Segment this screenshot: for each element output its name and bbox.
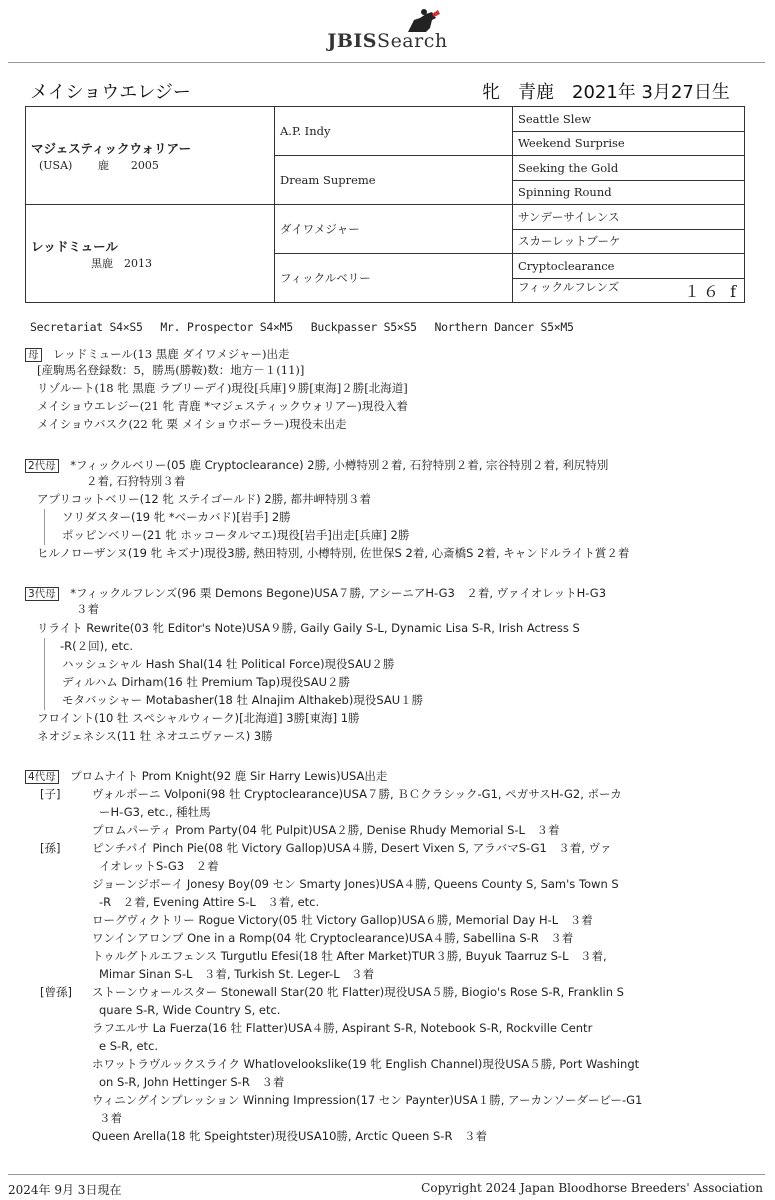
g2-header (25, 457, 608, 473)
tree-line (44, 509, 45, 545)
g2-line-1: ２着, 石狩特別３着 (86, 474, 186, 488)
dam-dam[interactable]: フィックルベリー (275, 254, 513, 303)
sire-name[interactable]: マジェスティックウォリアー (31, 140, 192, 156)
g4-line-13: Mimar Sinan S-L ３着, Turkish St. Leger-L ３着 (99, 967, 375, 981)
g4-line-18: e S-R, etc. (99, 1039, 159, 1053)
g4-line-3: ーH-G3, etc., 種牡馬 (99, 805, 211, 819)
dam-details: 黒鹿 2013 (91, 256, 152, 270)
dam-name[interactable]: レッドミュール (31, 238, 118, 254)
g4-line-20: on S-R, John Hettinger S-R ３着 (99, 1075, 285, 1089)
sire-details: (USA) 鹿 2005 (39, 158, 159, 172)
g3-line-8: ネオジェネシス(11 牡 ネオユニヴァース) 3勝 (37, 729, 273, 743)
dam-sire[interactable]: ダイワメジャー (275, 205, 513, 254)
g4-line-21: ウィニングインプレッション Winning Impression(17 セン Paynter)USA１勝, アーカンソーダービー-G1 (92, 1093, 643, 1107)
g4-line-12: トゥルグトルエフェンス Turgutlu Efesi(18 牡 After Market)TUR３勝, Buyuk Taarruz S-L ３着, (92, 949, 607, 963)
g3-tag: 3代母 (25, 587, 59, 601)
footer-divider (8, 1174, 765, 1175)
g4-line-10: ローグヴィクトリー Rogue Victory(05 牡 Victory Gallop)USA６勝, Memorial Day H-L ３着 (92, 913, 593, 927)
g3-line-2: リライト Rewrite(03 牝 Editor's Note)USA９勝, Gaily Gaily S-L, Dynamic Lisa S-R, Irish Actress S (37, 621, 580, 635)
g3-header (25, 585, 606, 601)
dam-tag: 母 (25, 348, 42, 362)
logo-jbis: JBIS (327, 30, 378, 52)
g2-line-3: ソリダスター(19 牝 *ベーカバド)[岩手] 2勝 (62, 510, 291, 524)
g3-line-7: フロイント(10 牡 スペシャルウィーク)[北海道] 3勝[東海] 1勝 (37, 711, 360, 725)
g3-5[interactable]: スカーレットブーケ (513, 229, 745, 254)
inbreeding-line: Secretariat S4×S5 Mr. Prospector S4×M5 Buckpasser S5×S5 Northern Dancer S5×M5 (30, 320, 574, 334)
g2-line-2: アプリコットベリー(12 牝 ステイゴールド) 2勝, 都井岬特別３着 (37, 492, 372, 506)
sire-dam[interactable]: Dream Supreme (275, 156, 513, 205)
label-great-grandchild: [曾孫] (40, 985, 72, 999)
g3-line-3: -R(２回), etc. (60, 639, 133, 653)
dam-line-4: メイショウバスク(22 牝 栗 メイショウボーラー)現役未出走 (37, 417, 347, 431)
sire-sire[interactable]: A.P. Indy (275, 107, 513, 156)
g4-line-16: quare S-R, Wide Country S, etc. (99, 1003, 281, 1017)
dam-line-1: [産駒馬名登録数：5，勝馬(勝鞍)数：地方－１(11)] (37, 363, 305, 377)
g4-line-4: プロムパーティ Prom Party(04 牝 Pulpit)USA２勝, Denise Rhudy Memorial S-L ３着 (92, 823, 560, 837)
horse-info: 牝 青鹿 2021年 3月27日生 (482, 82, 730, 103)
g3-6[interactable]: Cryptoclearance (513, 254, 745, 279)
g3-1[interactable]: Weekend Surprise (513, 131, 745, 156)
g2-line-4: ポッピンベリー(21 牝 ホッコータルマエ)現役[岩手]出走[兵庫] 2勝 (62, 528, 410, 542)
g3-line-6: モタバッシャー Motabasher(18 牡 Alnajim Althakeb)現役SAU１勝 (62, 693, 424, 707)
g4-line-0: プロムナイト Prom Knight(92 鹿 Sir Harry Lewis)USA出走 (70, 769, 388, 783)
g4-line-2: ヴォルポーニ Volponi(98 牡 Cryptoclearance)USA７勝, ＢＣクラシック-G1, ペガサスH-G2, ポーカ (92, 787, 622, 801)
g3-line-5: ディルハム Dirham(16 牡 Premium Tap)現役SAU２勝 (62, 675, 351, 689)
g4-line-23: Queen Arella(18 牝 Speightster)現役USA10勝, Arctic Queen S-R ３着 (92, 1129, 487, 1143)
horse-name: メイショウエレジー (30, 82, 191, 103)
footer-date: 2024年 9月 3日現在 (8, 1183, 122, 1197)
sire-cell (26, 107, 275, 205)
g2-line-0: *フィックルベリー(05 鹿 Cryptoclearance) 2勝, 小樽特別２着, 石狩特別２着, 宗谷特別２着, 利尻特別 (70, 458, 609, 472)
family-number: １６ f (683, 281, 739, 301)
dam-line-2: リゾルート(18 牝 黒鹿 ラブリーデイ)現役[兵庫]９勝[東海]２勝[北海道] (37, 381, 408, 395)
g4-line-7: イオレットS-G3 ２着 (99, 859, 219, 873)
g4-line-19: ホワットラヴルックスライク Whatlovelookslike(19 牝 English Channel)現役USA５勝, Port Washingt (92, 1057, 640, 1071)
tree-line (44, 638, 45, 710)
g4-line-17: ラフエルサ La Fuerza(16 牡 Flatter)USA４勝, Aspirant S-R, Notebook S-R, Rockville Centr (92, 1021, 593, 1035)
g4-header (25, 768, 387, 784)
g3-4[interactable]: サンデーサイレンス (513, 205, 745, 230)
dam-cell (26, 205, 275, 303)
g4-line-6: ピンチパイ Pinch Pie(08 牝 Victory Gallop)USA４勝, Desert Vixen S, アラバマS-G1 ３着, ヴァ (92, 841, 612, 855)
dam-header (25, 346, 290, 362)
site-logo[interactable] (0, 8, 775, 52)
g4-line-9: -R ２着, Evening Attire S-L ３着, etc. (99, 895, 320, 909)
g4-line-8: ジョーンジボーイ Jonesy Boy(09 セン Smarty Jones)USA４勝, Queens County S, Sam's Town S (92, 877, 619, 891)
g3-line-0: *フィックルフレンズ(96 栗 Demons Begone)USA７勝, アシーニアH-G3 ２着, ヴァイオレットH-G3 (70, 586, 607, 600)
g4-line-15: ストーンウォールスター Stonewall Star(20 牝 Flatter)現役USA５勝, Biogio's Rose S-R, Franklin S (92, 985, 624, 999)
footer-copyright: Copyright 2024 Japan Bloodhorse Breeders' Association (421, 1181, 763, 1195)
g3-0[interactable]: Seattle Slew (513, 107, 745, 132)
g4-line-11: ワンインアロンプ One in a Romp(04 牝 Cryptoclearance)USA４勝, Sabellina S-R ３着 (92, 931, 574, 945)
dam-line-0: レッドミュール(13 黒鹿 ダイワメジャー)出走 (53, 347, 290, 361)
g3-3[interactable]: Spinning Round (513, 180, 745, 205)
g4-line-22: ３着 (99, 1111, 122, 1125)
g3-line-1: ３着 (76, 602, 99, 616)
g3-7[interactable]: フィックルフレンズ １６ f (513, 278, 745, 303)
logo-search: Search (377, 30, 448, 52)
label-grandchild: [孫] (40, 841, 61, 855)
g3-line-4: ハッシュシャル Hash Shal(14 牡 Political Force)現役SAU２勝 (62, 657, 395, 671)
header-divider (8, 62, 765, 63)
label-offspring: [子] (40, 787, 61, 801)
pedigree-table (25, 106, 745, 303)
g4-tag: 4代母 (25, 770, 59, 784)
g2-line-5: ヒルノローザンヌ(19 牝 キズナ)現役3勝, 熱田特別, 小樽特別, 佐世保S 2着, 心斎橋S 2着, キャンドルライト賞２着 (37, 546, 630, 560)
dam-line-3: メイショウエレジー(21 牝 青鹿 *マジェスティックウォリアー)現役入着 (37, 399, 408, 413)
g2-tag: 2代母 (25, 459, 59, 473)
g3-2[interactable]: Seeking the Gold (513, 156, 745, 181)
